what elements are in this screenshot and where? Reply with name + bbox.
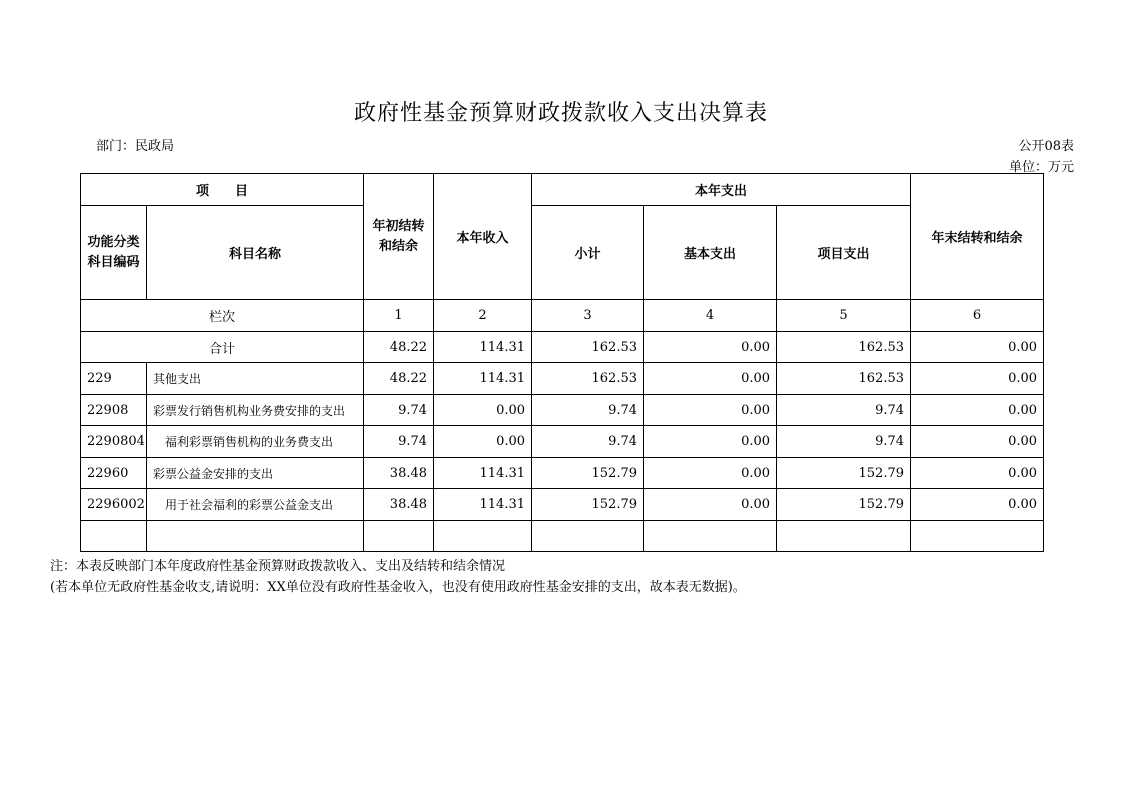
header-expenditure: 本年支出 [532, 174, 911, 206]
empty-cell [777, 521, 911, 552]
value-cell: 152.79 [777, 458, 911, 489]
total-value: 162.53 [777, 332, 911, 363]
value-cell: 0.00 [911, 395, 1044, 426]
empty-cell [532, 521, 644, 552]
value-cell: 48.22 [364, 363, 434, 395]
value-cell: 152.79 [532, 458, 644, 489]
total-value: 162.53 [532, 332, 644, 363]
header-subject-name: 科目名称 [147, 206, 364, 300]
value-cell: 38.48 [364, 489, 434, 521]
header-closing-balance: 年末结转和结余 [911, 174, 1044, 300]
value-cell: 0.00 [911, 363, 1044, 395]
header-func-code: 功能分类科目编码 [81, 206, 147, 300]
value-cell: 38.48 [364, 458, 434, 489]
empty-cell [364, 521, 434, 552]
subject-name-cell: 其他支出 [147, 363, 364, 395]
value-cell: 9.74 [777, 426, 911, 458]
column-index-cell: 2 [434, 300, 532, 332]
table-row [81, 426, 1044, 458]
header-project: 项目支出 [777, 206, 911, 300]
empty-cell [147, 521, 364, 552]
value-cell: 0.00 [911, 458, 1044, 489]
value-cell: 0.00 [644, 458, 777, 489]
column-index-cell: 4 [644, 300, 777, 332]
header-item: 项 目 [81, 174, 364, 206]
empty-cell [911, 521, 1044, 552]
value-cell: 162.53 [777, 363, 911, 395]
total-label: 合计 [81, 332, 364, 363]
total-value: 0.00 [911, 332, 1044, 363]
value-cell: 152.79 [777, 489, 911, 521]
total-value: 114.31 [434, 332, 532, 363]
total-value: 0.00 [644, 332, 777, 363]
value-cell: 9.74 [364, 395, 434, 426]
budget-table [80, 173, 1044, 552]
table-row [81, 458, 1044, 489]
subject-name-cell: 彩票公益金安排的支出 [147, 458, 364, 489]
value-cell: 0.00 [434, 395, 532, 426]
column-index-label: 栏次 [81, 300, 364, 332]
value-cell: 162.53 [532, 363, 644, 395]
header-income: 本年收入 [434, 174, 532, 300]
value-cell: 114.31 [434, 363, 532, 395]
page-title: 政府性基金预算财政拨款收入支出决算表 [353, 101, 768, 126]
func-code-cell: 22908 [81, 395, 147, 426]
value-cell: 0.00 [911, 426, 1044, 458]
value-cell: 9.74 [364, 426, 434, 458]
value-cell: 9.74 [532, 395, 644, 426]
table-row [81, 489, 1044, 521]
column-index-cell: 3 [532, 300, 644, 332]
unit-label: 单位：万元 [1008, 160, 1074, 175]
value-cell: 9.74 [777, 395, 911, 426]
total-value: 48.22 [364, 332, 434, 363]
empty-cell [81, 521, 147, 552]
subject-name-cell: 用于社会福利的彩票公益金支出 [147, 489, 364, 521]
value-cell: 0.00 [644, 363, 777, 395]
value-cell: 114.31 [434, 458, 532, 489]
total-row [81, 332, 1044, 363]
empty-row [81, 521, 1044, 552]
value-cell: 114.31 [434, 489, 532, 521]
empty-cell [434, 521, 532, 552]
footnote-line-1: 注：本表反映部门本年度政府性基金预算财政拨款收入、支出及结转和结余情况 [50, 559, 506, 574]
func-code-cell: 22960 [81, 458, 147, 489]
func-code-cell: 229 [81, 363, 147, 395]
value-cell: 9.74 [532, 426, 644, 458]
header-basic: 基本支出 [644, 206, 777, 300]
subject-name-cell: 彩票发行销售机构业务费安排的支出 [147, 395, 364, 426]
func-code-cell: 2290804 [81, 426, 147, 458]
table-row [81, 363, 1044, 395]
header-subtotal: 小计 [532, 206, 644, 300]
column-index-cell: 1 [364, 300, 434, 332]
subject-name-cell: 福利彩票销售机构的业务费支出 [147, 426, 364, 458]
value-cell: 0.00 [644, 489, 777, 521]
value-cell: 152.79 [532, 489, 644, 521]
column-index-cell: 6 [911, 300, 1044, 332]
func-code-cell: 2296002 [81, 489, 147, 521]
value-cell: 0.00 [911, 489, 1044, 521]
department-label: 部门：民政局 [96, 139, 175, 154]
footnote-line-2: (若本单位无政府性基金收支,请说明：XX单位没有政府性基金收入，也没有使用政府性基金安排的支出，故本表无数据)。 [50, 580, 746, 595]
value-cell: 0.00 [644, 395, 777, 426]
table-row [81, 395, 1044, 426]
value-cell: 0.00 [434, 426, 532, 458]
form-number: 公开08表 [1018, 139, 1074, 154]
empty-cell [644, 521, 777, 552]
column-index-row [81, 300, 1044, 332]
header-opening-balance: 年初结转和结余 [364, 174, 434, 300]
value-cell: 0.00 [644, 426, 777, 458]
column-index-cell: 5 [777, 300, 911, 332]
